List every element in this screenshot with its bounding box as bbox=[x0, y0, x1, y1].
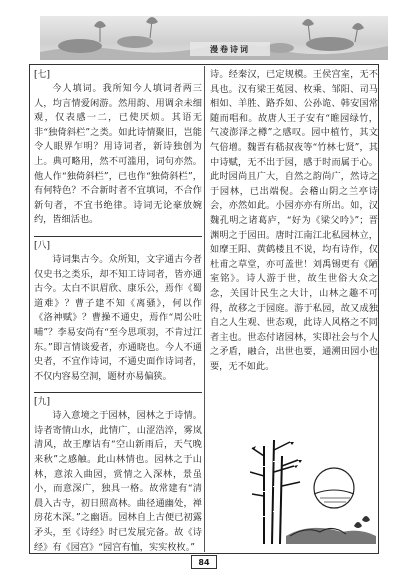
section-9-label: [九] bbox=[34, 392, 202, 409]
header-banner bbox=[40, 16, 388, 60]
section-9-paragraph: 诗入意境之于园林，园林之于诗情。诗者寄情山水，此情广，山涩浩淬，雾岚清风，故王摩诘有“空山新雨后，天气晚来秋”之感触。此山林情也。园林之于山林，意浓入曲园，赏情之入深林，景虽小，而意深广，独具一格。故常建有“清晨入古寺，初日照高林。曲径通幽处，禅房花木深。”之幽语。园林自上古便已初露矛头，至《诗经》时已发展完备。故《诗经》有《园宫》“园宫有恤，实实枚枚。” bbox=[34, 410, 202, 553]
page-number: 84 bbox=[191, 555, 217, 569]
section-7-paragraph: 今人填词。我所知今人填词者两三人，均言情爱闲游。然用韵、用调余未细观，仅表感一二，已使厌烦。其语无非“独倚斜栏”之类。如此诗情聚旧，岂能令人眼界乍明？用诗词者，新诗独创为上。典可略用，然不可滥用，词句亦然。他人作“独倚斜栏”，已也作“独倚斜栏”，有何特色？不合新时者不宜填词，不合作新句者，不宜书绝律。诗词无论豪放婉约，皆细活也。 bbox=[34, 83, 202, 226]
right-column bbox=[210, 68, 378, 374]
section-8-label: [八] bbox=[34, 236, 202, 253]
section-7-label: [七] bbox=[34, 70, 51, 80]
page-header-title: 漫卷诗词 bbox=[210, 44, 250, 54]
section-8-paragraph: 诗词集古今。众所知，文字通古今者仅史书之类乐，却不知工诗词者，皆亦通古今。太白不识眉欣、康乐公，焉作《蜀道难》？曹子建不知《离骚》，何以作《洛神赋》？曹操不通史，焉作“周公吐哺”？李易安尚有“至今思项羽，不肯过江东。”即言情谈爱者，亦通晓也。今人不通史者，不宜作诗词，不通史面作诗词者，不仅内容易空洞，题材亦易偏狭。 bbox=[34, 253, 202, 382]
left-column bbox=[34, 68, 202, 555]
bamboo-landscape-art bbox=[250, 436, 378, 544]
section-9-continuation: 诗。经秦汉，已定规模。王侯宫室，无不具也。汉有梁王菟园、枚乘、邹阳、司马相如、羊胜、路乔如、公孙诡、韩安国常随而唱和。故唐人王子安有“睢园绿竹，气凌澎泽之樽”之感叹。园中植竹，其文气倍增。魏晋有嵇叔夜等“竹林七贤”，其中诗赋，无不出于园，感于时而属于心。此时园尚且广大，自然之韵尚广，然诗之于园林，已出端倪。会稽山阴之兰亭诗会，亦然如此。小园亦亦有所出。如，汉魏孔明之诸葛庐，“好为《梁父吟》”；晋渊明之于园田。唐时江南江北私园林立，如摩王阳、黄鹤楼且不说，均有诗作，仅杜甫之草堂，亦可盖世！刘禹锡更有《陋室铭》。诗人游于世，故生世俗大众之念，关国计民生之大计，山林之趣不可得，故移之于园庭。游于私园，故又成独自之人生观、世态观，此诗人风格之不同者主也。世态付诸园林，实即社会与个人之矛盾，融合，出世也要，通溯田园小也要，无不如此。 bbox=[210, 69, 378, 372]
column-divider bbox=[204, 66, 205, 552]
